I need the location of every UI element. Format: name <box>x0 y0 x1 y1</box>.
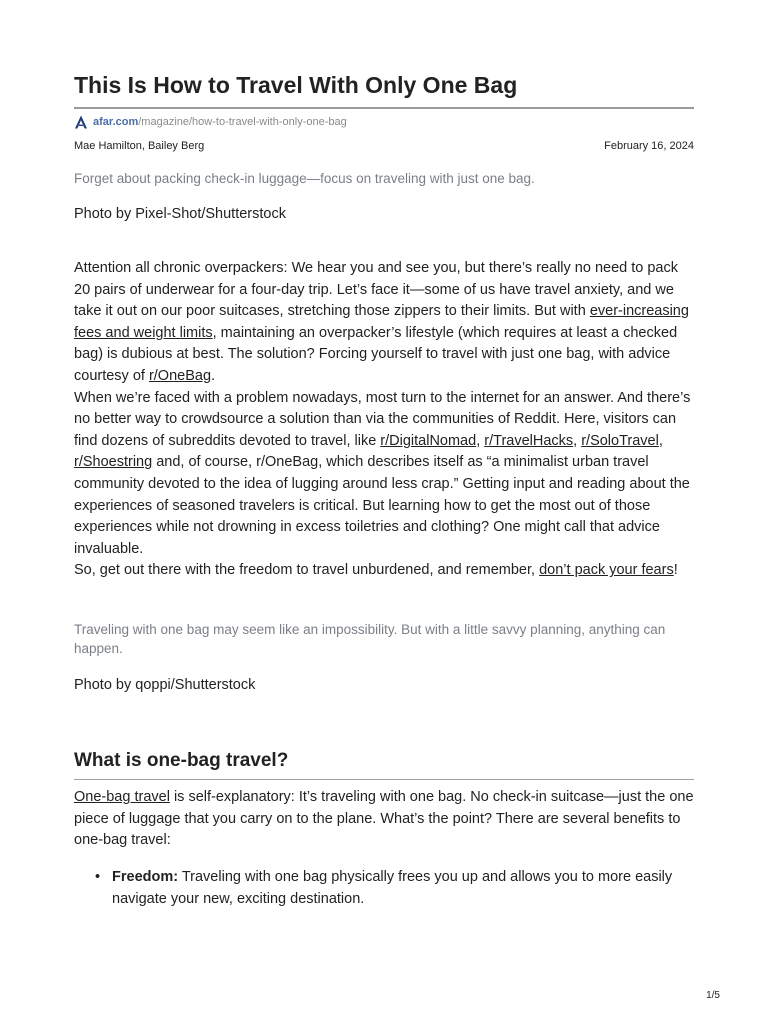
fees-link[interactable]: ever-increasing fees and weight limits <box>74 303 689 341</box>
text: is self-explanatory: It’s traveling with one bag. No check-in suitcase—just the one piece of luggage that you carry on to the plane. What’s the point? There are several benefits to one-bag travel: <box>74 789 694 849</box>
authors: Mae Hamilton, Bailey Berg <box>74 140 205 152</box>
page-number: 1/5 <box>706 990 720 1001</box>
article-title: This Is How to Travel With Only One Bag <box>74 72 518 98</box>
title-divider <box>74 107 694 109</box>
photo-credit: Photo by Pixel-Shot/Shutterstock <box>74 206 286 222</box>
travelhacks-link[interactable]: r/TravelHacks <box>484 432 574 449</box>
source-link[interactable] <box>74 114 347 130</box>
byline-row <box>74 140 694 152</box>
list-item-label: Freedom: <box>112 869 179 885</box>
afar-logo-icon <box>74 115 88 129</box>
text: . <box>211 367 216 384</box>
section-body <box>74 787 694 852</box>
article-body <box>74 258 694 582</box>
paragraph <box>74 787 694 852</box>
text: When we’re faced with a problem nowadays, most turn to the internet for an answer. And there’s no better way to crowdsource a solution than via the communities of Reddit. Here, visitors can find dozens of subreddits devoted to travel, like <box>74 389 691 449</box>
image-caption: Traveling with one bag may seem like an impossibility. But with a little savvy planning, anything can happen. <box>74 622 666 656</box>
paragraph <box>74 388 694 561</box>
list-item-text: Traveling with one bag physically frees you up and allows you to more easily navigate your new, exciting destination. <box>112 869 673 907</box>
article-subtitle: Forget about packing check-in luggage—focus on traveling with just one bag. <box>74 171 535 186</box>
section-divider <box>74 779 694 780</box>
list-item <box>74 867 694 910</box>
text: , maintaining an overpacker’s lifestyle (which requires at least a checked bag) is dubious at best. The solution? Forcing yourself to travel with just one bag, with advice courtesy of <box>74 324 678 384</box>
paragraph <box>74 560 694 582</box>
shoestring-link[interactable]: r/Shoestring <box>74 454 153 471</box>
text: ! <box>673 562 678 579</box>
text: So, get out there with the freedom to travel unburdened, and remember, <box>74 562 540 579</box>
separator: , <box>573 432 582 449</box>
separator: , <box>476 432 485 449</box>
bullet-icon: • <box>95 869 101 885</box>
photo-credit: Photo by qoppi/Shutterstock <box>74 677 256 693</box>
source-domain[interactable]: afar.com <box>93 116 139 128</box>
digitalnomad-link[interactable]: r/DigitalNomad <box>380 432 477 449</box>
separator: , <box>658 432 663 449</box>
text: and, of course, r/OneBag, which describes itself as “a minimalist urban travel community devoted to the idea of lugging around less crap.” Getting input and reading about the experiences of seasoned travelers is critical. But learning how to get the most out of those experiences while not drowning in excess toiletries and clothing? One might call that advice invaluable. <box>74 454 690 557</box>
publish-date: February 16, 2024 <box>604 140 694 152</box>
section-heading: What is one-bag travel? <box>74 750 289 771</box>
text: Attention all chronic overpackers: We hear you and see you, but there’s really no need to pack 20 pairs of underwear for a four-day trip. Let’s face it—some of us have travel anxiety, and we take it out on our poor suitcases, stretching those zippers to their limits. But with <box>74 260 678 320</box>
fears-link[interactable]: don’t pack your fears <box>539 562 674 579</box>
onebag-link[interactable]: r/OneBag <box>148 367 212 384</box>
source-path[interactable]: /magazine/how-to-travel-with-only-one-bag <box>138 116 347 128</box>
solotravel-link[interactable]: r/SoloTravel <box>581 432 659 449</box>
benefits-list <box>74 867 694 910</box>
one-bag-travel-link[interactable]: One-bag travel <box>74 789 170 805</box>
paragraph <box>74 258 694 388</box>
